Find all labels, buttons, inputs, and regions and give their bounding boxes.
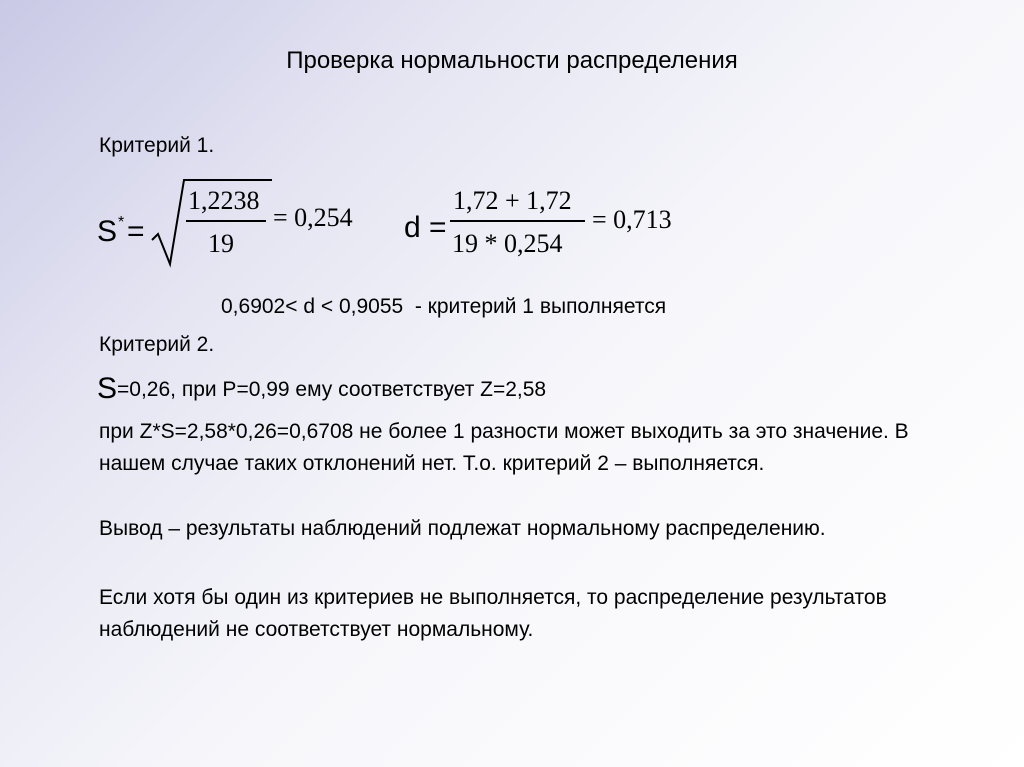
- formula-d-lhs: d =: [404, 211, 447, 244]
- s-value-line: [97, 374, 546, 405]
- formula-s-letter: S: [97, 215, 118, 248]
- slide-title: Проверка нормальности распределения: [286, 47, 738, 74]
- formula-d-denominator: 19 * 0,254: [452, 229, 563, 258]
- formula-d-numerator: 1,72 + 1,72: [453, 186, 572, 215]
- s-value-text: =0,26, при P=0,99 ему соответствует Z=2,58: [117, 378, 547, 401]
- formula-d-result: = 0,713: [592, 205, 672, 234]
- paragraph-z-check: при Z*S=2,58*0,26=0,6708 не более 1 разности может выходить за это значение. В нашем случае таких отклонений нет. Т.о. критерий 2 – выполняется.: [99, 420, 909, 475]
- formula-s-equals: =: [127, 215, 145, 248]
- criterion-2-heading: Критерий 2.: [99, 333, 215, 356]
- formula-s-star: *: [118, 214, 125, 231]
- s-letter: S: [97, 372, 118, 405]
- criterion-1-check: 0,6902< d < 0,9055 - критерий 1 выполняется: [221, 295, 667, 318]
- paragraph-conclusion: Вывод – результаты наблюдений подлежат нормальному распределению.: [99, 517, 826, 540]
- formula-s-numerator: 1,2238: [188, 186, 260, 215]
- formula-d-fraction-line: [450, 220, 585, 222]
- criterion-1-heading: Критерий 1.: [99, 134, 215, 157]
- paragraph-note: Если хотя бы один из критериев не выполняется, то распределение результатов наблюдений не соответствует нормальному.: [99, 586, 887, 641]
- formula-s-fraction-line: [186, 220, 266, 222]
- formula-s-result: = 0,254: [273, 203, 353, 232]
- formula-s-denominator: 19: [208, 229, 234, 258]
